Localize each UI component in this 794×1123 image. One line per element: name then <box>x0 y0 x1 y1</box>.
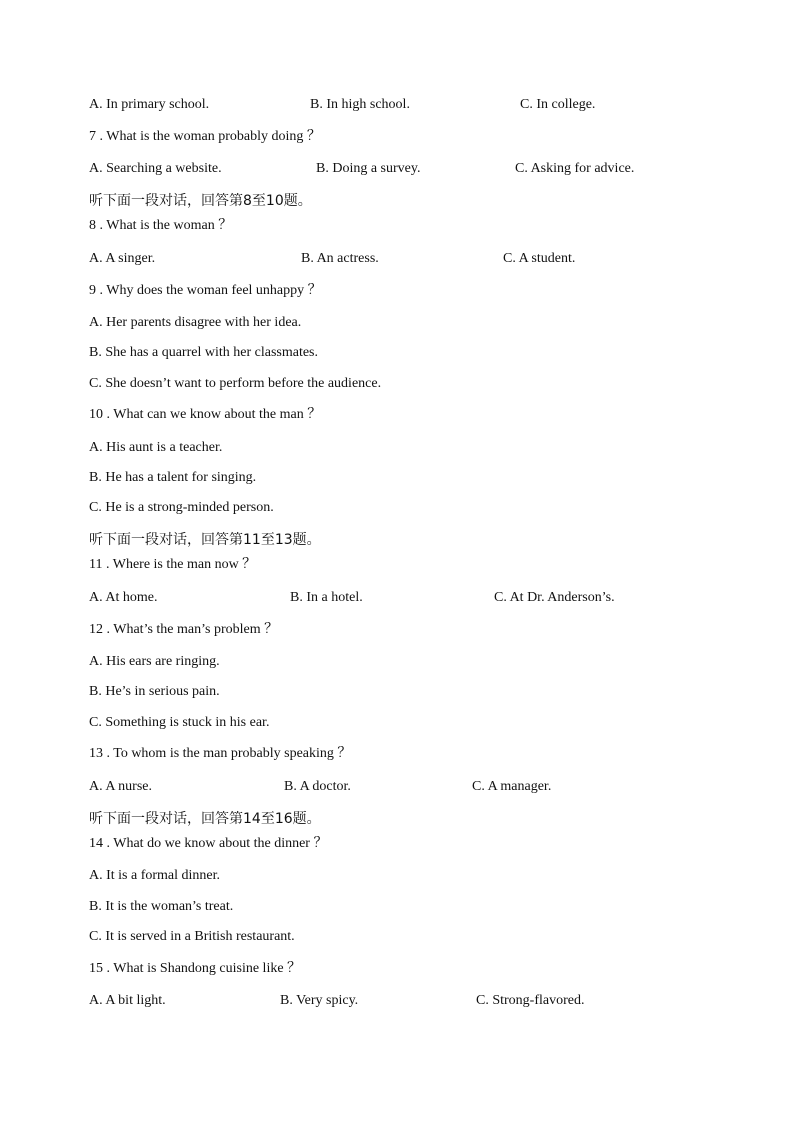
q12-option-a: A. His ears are ringing. <box>89 654 220 669</box>
q7-stem: 7 . What is the woman probably doing ？ <box>89 129 321 144</box>
q6-option-a: A. In primary school. <box>89 97 210 112</box>
q13-options <box>89 778 729 796</box>
q13-option-a: A. A nurse. <box>89 779 152 794</box>
q14-option-b: B. It is the woman’s treat. <box>89 899 234 914</box>
q9-option-c: C. She doesn’t want to perform before the audience. <box>89 376 382 391</box>
q8-options <box>89 250 729 268</box>
q12-stem: 12 . What’s the man’s problem ？ <box>89 622 279 637</box>
q15-option-a: A. A bit light. <box>89 993 166 1008</box>
q12-option-b: B. He’s in serious pain. <box>89 684 220 699</box>
q14-option-c: C. It is served in a British restaurant. <box>89 929 295 944</box>
q8-option-c: C. A student. <box>503 251 576 266</box>
q11-option-a: A. At home. <box>89 590 158 605</box>
q14-option-a: A. It is a formal dinner. <box>89 868 221 883</box>
q9-option-a: A. Her parents disagree with her idea. <box>89 315 302 330</box>
q10-stem: 10 . What can we know about the man ？ <box>89 407 322 422</box>
q12-option-c: C. Something is stuck in his ear. <box>89 715 270 730</box>
q11-option-b: B. In a hotel. <box>290 590 363 605</box>
q11-options <box>89 589 729 607</box>
section-heading-8-10: 听下面一段对话，回答第8至10题。 <box>89 193 312 209</box>
q6-option-c: C. In college. <box>520 97 596 112</box>
q11-option-c: C. At Dr. Anderson’s. <box>494 590 615 605</box>
q7-options <box>89 160 729 178</box>
q13-option-b: B. A doctor. <box>284 779 351 794</box>
q7-option-a: A. Searching a website. <box>89 161 222 176</box>
q15-option-c: C. Strong-flavored. <box>476 993 585 1008</box>
q6-options <box>89 96 729 114</box>
q11-stem: 11 . Where is the man now ？ <box>89 557 257 572</box>
q8-stem: 8 . What is the woman ？ <box>89 218 233 233</box>
section-heading-11-13: 听下面一段对话，回答第11至13题。 <box>89 532 321 548</box>
q13-stem: 13 . To whom is the man probably speaking ？ <box>89 746 352 761</box>
q7-option-b: B. Doing a survey. <box>316 161 421 176</box>
q10-option-c: C. He is a strong-minded person. <box>89 500 274 515</box>
q14-stem: 14 . What do we know about the dinner ？ <box>89 836 328 851</box>
q15-option-b: B. Very spicy. <box>280 993 359 1008</box>
q7-option-c: C. Asking for advice. <box>515 161 635 176</box>
q10-option-b: B. He has a talent for singing. <box>89 470 257 485</box>
q8-option-a: A. A singer. <box>89 251 156 266</box>
q10-option-a: A. His aunt is a teacher. <box>89 440 223 455</box>
q9-option-b: B. She has a quarrel with her classmates. <box>89 345 318 360</box>
section-heading-14-16: 听下面一段对话，回答第14至16题。 <box>89 811 321 827</box>
q15-options <box>89 992 729 1010</box>
q8-option-b: B. An actress. <box>301 251 379 266</box>
q6-option-b: B. In high school. <box>310 97 410 112</box>
q15-stem: 15 . What is Shandong cuisine like ？ <box>89 961 302 976</box>
q9-stem: 9 . Why does the woman feel unhappy ？ <box>89 283 322 298</box>
q13-option-c: C. A manager. <box>472 779 552 794</box>
